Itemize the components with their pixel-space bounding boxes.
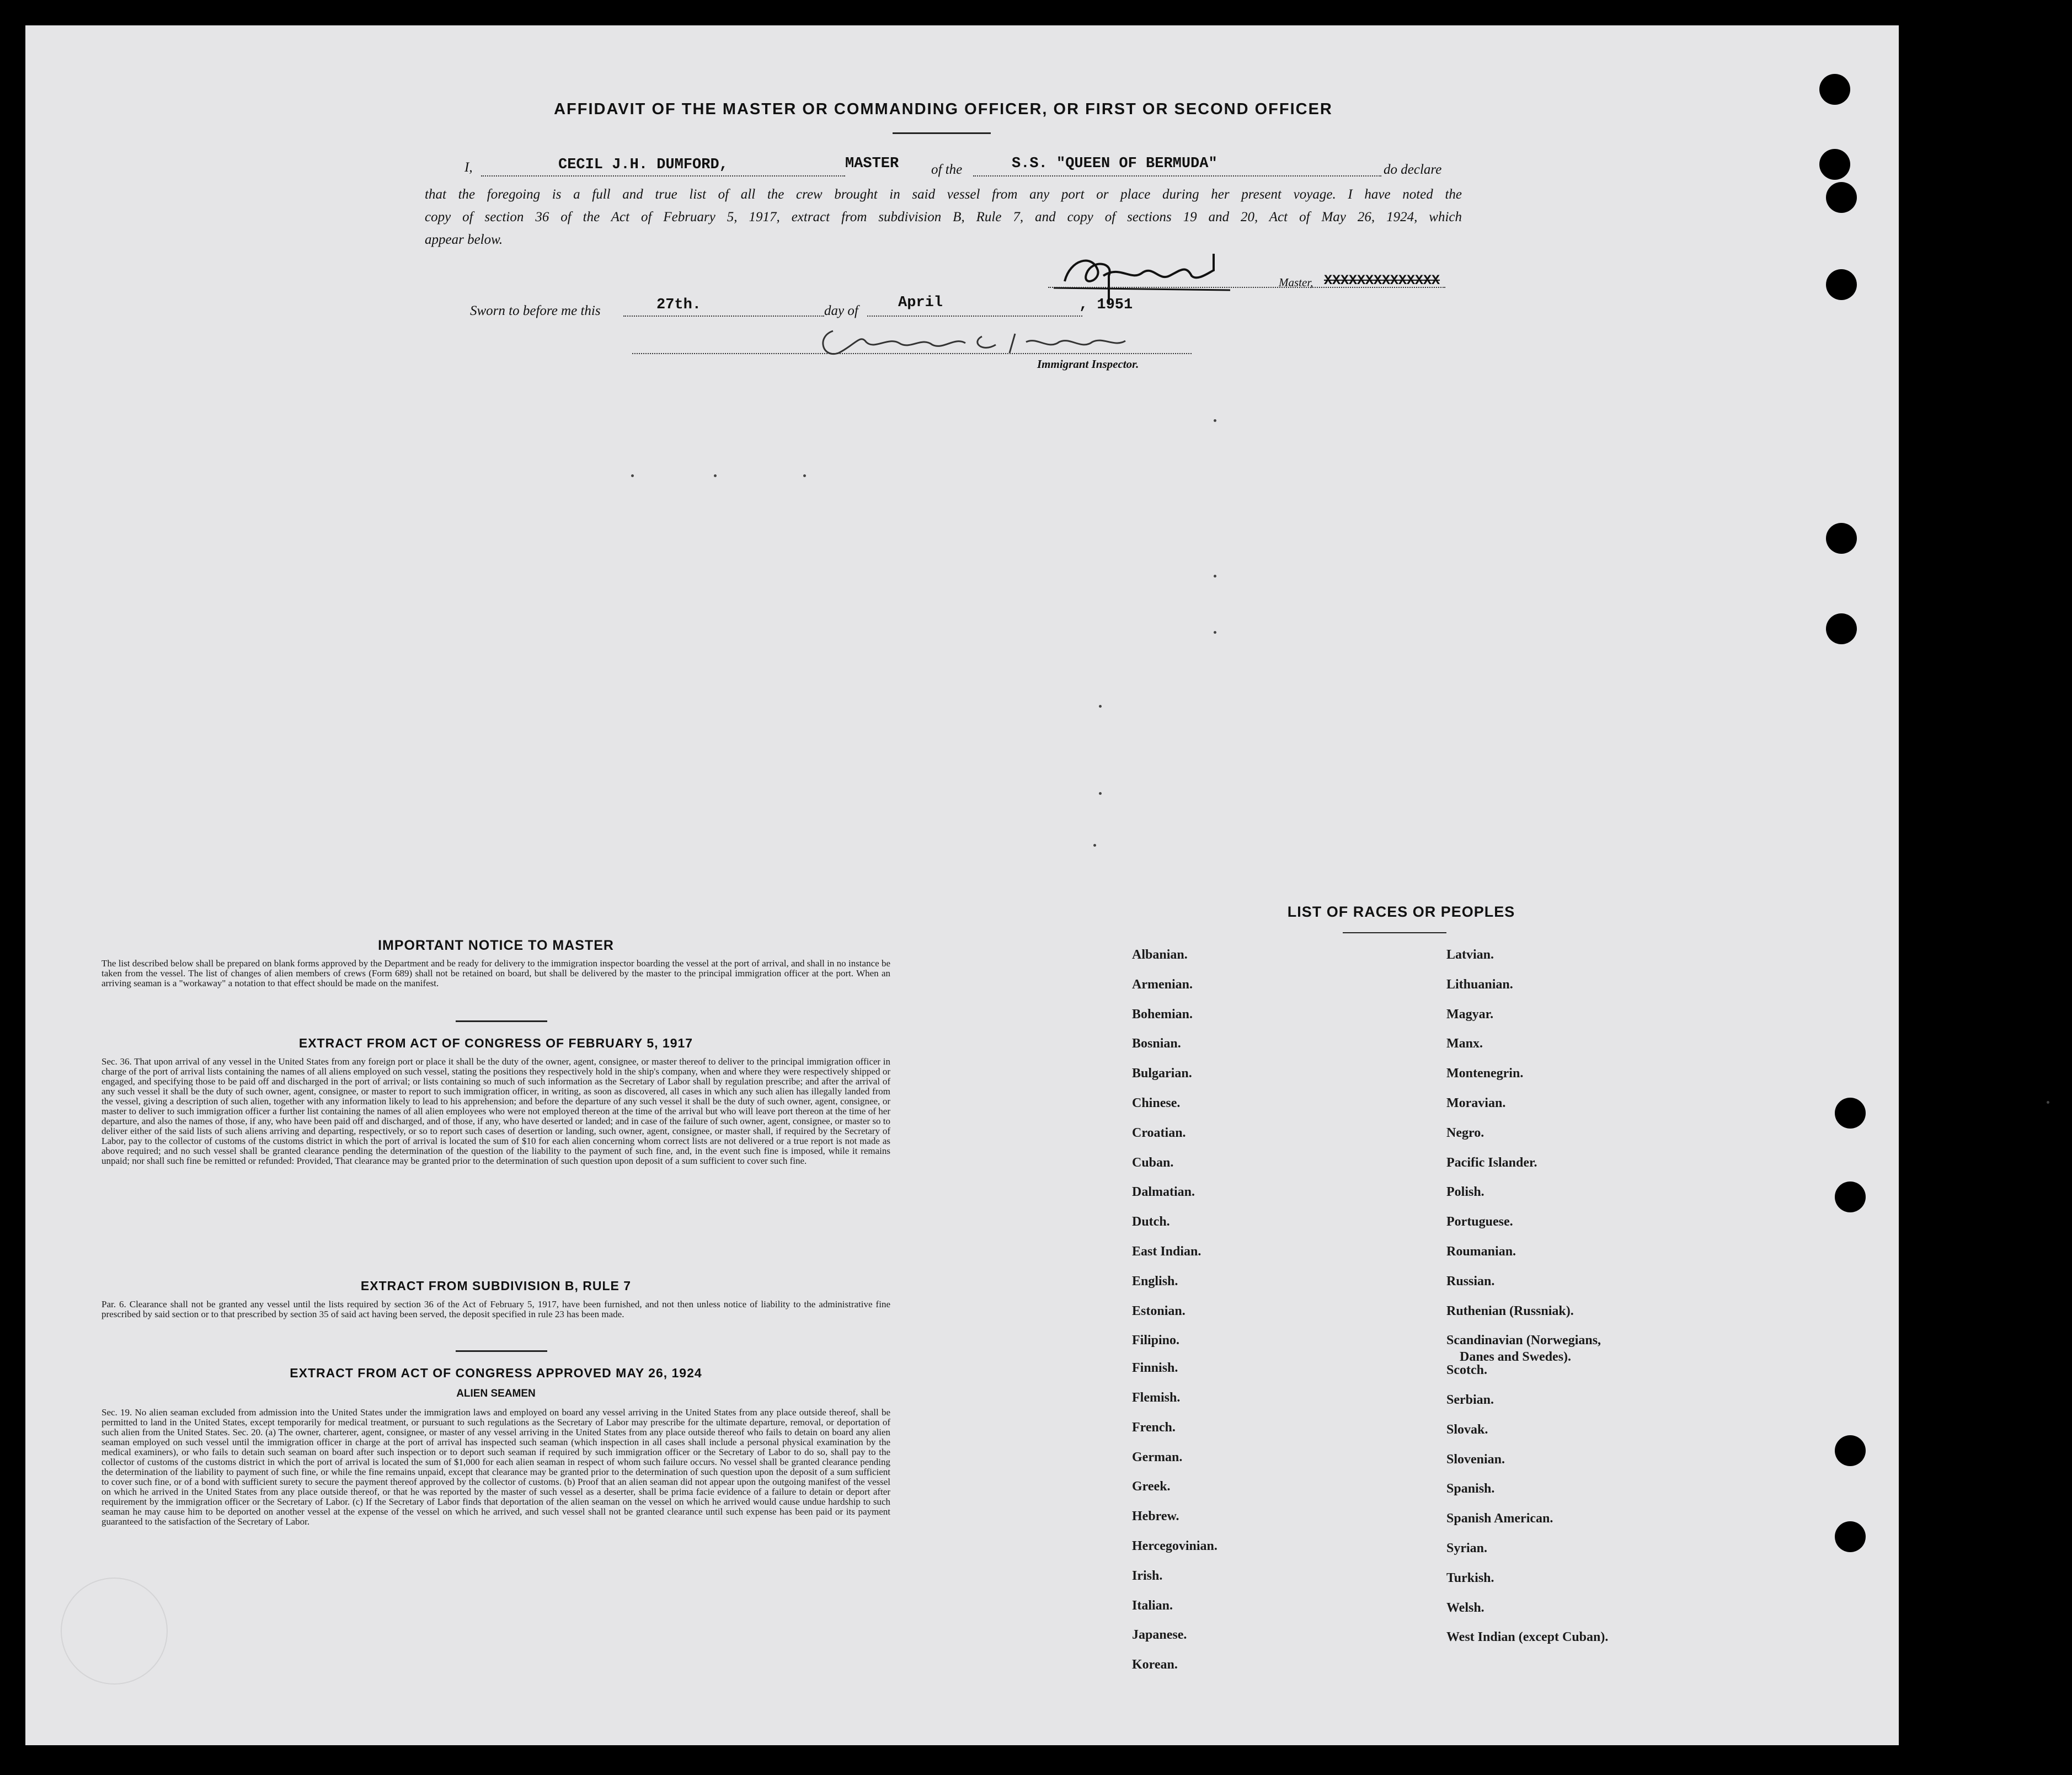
embossed-seal: [61, 1578, 168, 1685]
race-item: Spanish American.: [1446, 1511, 1553, 1526]
of-the-label: of the: [931, 162, 963, 177]
vessel-name: S.S. "QUEEN OF BERMUDA": [1012, 156, 1217, 172]
race-item: East Indian.: [1132, 1244, 1201, 1259]
punch-hole: [1826, 269, 1857, 300]
notice-text: The list described below shall be prepared on blank forms approved by the Department and be ready for delivery to the immigration inspector boarding the vessel at the port of arrival, and shall in no instance be taken from the vessel. The list of changes of alien members of crews (Form 689) shall not be retained on board, but shall be delivered by the master to the principal immigration officer at the port. When an arriving seaman is a "workaway" a notation to that effect should be made on the manifest.: [102, 958, 890, 988]
race-item: Dalmatian.: [1132, 1185, 1195, 1199]
race-item: Finnish.: [1132, 1361, 1178, 1375]
race-item: Hebrew.: [1132, 1509, 1179, 1523]
race-item: Turkish.: [1446, 1571, 1494, 1585]
extract-1924-title: EXTRACT FROM ACT OF CONGRESS APPROVED MAY 26, 1924: [290, 1366, 702, 1380]
extract-1917-text: Sec. 36. That upon arrival of any vessel in the United States from any foreign port or place it shall be the duty of the owner, agent, consignee, or master thereof to deliver to the principal immigration officer in charge of the port of arrival lists containing the names of all aliens employed on such vessel, stating the positions they respectively hold in the ship's company, when and where they were respectively shipped or engaged, and specifying those to be paid off and discharged in the port of arrival; or lists containing so much of such information as the Secretary of Labor shall by regulation prescribe; and after the arrival of any such vessel it shall be the duty of such owner, agent, consignee, or master to report to such immigration officer, in writing, as soon as discovered, all cases in which any such alien has illegally landed from the vessel, giving a description of such alien, together with any information likely to lead to his apprehension; and before the departure of any such vessel it shall be the duty of such owner, agent, consignee, or master to deliver to such immigration officer a further list containing the names of all alien employees who were not employed thereon at the time of the arrival but who will leave port thereon at the time of her departure, and also the names of those, if any, who have been paid off and discharged, and of those, if any, who have deserted or landed; and in case of the failure of such owner, agent, consignee, or master so to deliver either of the said lists of such aliens arriving and departing, respectively, or so to report such cases of desertion or landing, such owner, agent, consignee, or master shall, if required by the Secretary of Labor, pay to the collector of customs of the customs district in which the port of arrival is located the sum of $10 for each alien concerning whom correct lists are not delivered or a true report is not made as above required; and no such vessel shall be granted clearance pending the determination of the question of the liability to the payment of such fine, and, in the event such fine is imposed, while it remains unpaid; nor shall such fine be remitted or refunded: Provided, That clearance may be granted prior to the determination of such question upon deposit of a sum sufficient to cover such fine.: [102, 1056, 890, 1166]
alien-seamen-subtitle: ALIEN SEAMEN: [456, 1388, 536, 1399]
punch-hole: [1835, 1098, 1866, 1129]
race-item: Estonian.: [1132, 1304, 1185, 1318]
races-title: LIST OF RACES OR PEOPLES: [1287, 903, 1515, 920]
race-item: Moravian.: [1446, 1096, 1506, 1110]
race-item: Hercegovinian.: [1132, 1539, 1217, 1553]
sworn-day: 27th.: [656, 297, 702, 313]
rule7-title: EXTRACT FROM SUBDIVISION B, RULE 7: [360, 1279, 632, 1293]
race-item: Manx.: [1446, 1036, 1483, 1051]
inspector-label: Immigrant Inspector.: [1037, 357, 1139, 371]
extract-1917-title: EXTRACT FROM ACT OF CONGRESS OF FEBRUARY 5, 1917: [298, 1036, 693, 1050]
race-item: Bulgarian.: [1132, 1066, 1192, 1081]
punch-hole: [1819, 149, 1850, 180]
race-item: Albanian.: [1132, 948, 1188, 962]
race-item: Japanese.: [1132, 1628, 1187, 1642]
struck-officer-title: XXXXXXXXXXXXXX: [1324, 272, 1440, 288]
race-item: Bosnian.: [1132, 1036, 1181, 1051]
punch-hole: [1819, 74, 1850, 105]
affidavit-title: AFFIDAVIT OF THE MASTER OR COMMANDING OFFICER, OR FIRST OR SECOND OFFICER: [554, 100, 1333, 118]
rank-value: MASTER: [845, 156, 899, 172]
punch-hole: [1826, 523, 1857, 554]
vessel-underline: [973, 175, 1381, 177]
race-item: Bohemian.: [1132, 1007, 1193, 1022]
race-item: Montenegrin.: [1446, 1066, 1524, 1081]
race-item: German.: [1132, 1450, 1183, 1464]
affidavit-text-line2: copy of section 36 of the Act of February 5, 1917, extract from subdivision B, Rule 7, and copy of sections 19 and 20, Act of May 26, 1924, which: [425, 210, 1462, 224]
sworn-year: , 1951: [1079, 297, 1133, 313]
race-item: Russian.: [1446, 1274, 1495, 1289]
race-item: Portuguese.: [1446, 1215, 1513, 1229]
race-item: Syrian.: [1446, 1541, 1488, 1555]
rule7-text: Par. 6. Clearance shall not be granted any vessel until the lists required by section 36 of the Act of February 5, 1917, have been furnished, and not then unless notice of liability to the administrative fine prescribed by said section or to that prescribed by section 35 of said act having been served, the deposit specified in rule 23 has been made.: [102, 1299, 890, 1319]
sworn-label: Sworn to before me this: [470, 303, 601, 318]
affidavit-pronoun: I,: [464, 160, 473, 175]
master-name: CECIL J.H. DUMFORD,: [558, 157, 728, 173]
extract-1924-text: Sec. 19. No alien seaman excluded from admission into the United States under the immigration laws and employed on board any vessel arriving in the United States from any place outside thereof, shall be permitted to land in the United States, except temporarily for medical treatment, or pursuant to such regulations as the Secretary of Labor may prescribe for the ultimate departure, removal, or deportation of such alien from the United States. Sec. 20. (a) The owner, charterer, agent, consignee, or master of any vessel arriving in the United States from any place outside thereof who fails to detain on board any alien seaman employed on such vessel until the immigration officer in charge at the port of arrival has inspected such seaman (which inspection in all cases shall include a personal physical examination by the medical examiners), or who fails to detain such seaman on board after such inspection or to deport such seaman if required by such immigration officer or the Secretary of Labor to do so, shall pay to the collector of customs of the customs district in which the port of arrival is located the sum of $1,000 for each alien seaman in respect of whom such failure occurs. No vessel shall be granted clearance pending the determination of the liability to payment of such fine, or while the fine remains unpaid, except that clearance may be granted prior to the determination of such question upon the deposit of a sum sufficient to cover such fine, or of a bond with sufficient surety to secure the payment thereof approved by the collector of customs. (b) Proof that an alien seaman did not appear upon the outgoing manifest of the vessel on which he arrived in the United States from any place outside thereof, or that he was reported by the master of such vessel as a deserter, shall be prima facie evidence of a failure to detain or deport after requirement by the immigration officer or the Secretary of Labor. (c) If the Secretary of Labor finds that deportation of the alien seaman on the vessel on which he arrived would cause undue hardship to such seaman he may cause him to be deported on another vessel at the expense of the vessel on which he arrived, and such vessel shall not be granted clearance until such expense has been paid or its payment guaranteed to the satisfaction of the Secretary of Labor.: [102, 1407, 890, 1527]
divider: [456, 1020, 547, 1022]
month-underline: [867, 316, 1082, 317]
punch-hole: [1826, 613, 1857, 644]
punch-hole: [1835, 1435, 1866, 1466]
race-item: Spanish.: [1446, 1482, 1495, 1496]
race-item: French.: [1132, 1420, 1176, 1435]
race-item: Scandinavian (Norwegians,: [1446, 1333, 1601, 1348]
race-item: Flemish.: [1132, 1391, 1181, 1405]
race-item: Negro.: [1446, 1126, 1484, 1140]
race-item: Ruthenian (Russniak).: [1446, 1304, 1574, 1318]
race-item: Latvian.: [1446, 948, 1494, 962]
race-item: Danes and Swedes).: [1460, 1350, 1572, 1364]
divider: [456, 1350, 547, 1352]
race-item: Slovak.: [1446, 1423, 1488, 1437]
race-item: Cuban.: [1132, 1156, 1174, 1170]
race-item: Dutch.: [1132, 1215, 1170, 1229]
race-item: West Indian (except Cuban).: [1446, 1630, 1609, 1644]
race-item: Filipino.: [1132, 1333, 1180, 1348]
divider: [893, 132, 991, 134]
race-item: Scotch.: [1446, 1363, 1487, 1377]
race-item: Italian.: [1132, 1598, 1173, 1613]
race-item: Roumanian.: [1446, 1244, 1516, 1259]
race-item: Korean.: [1132, 1658, 1178, 1672]
affidavit-text-line3: appear below.: [425, 232, 503, 247]
race-item: Irish.: [1132, 1569, 1163, 1583]
punch-hole: [1835, 1181, 1866, 1212]
punch-hole: [1835, 1521, 1866, 1552]
race-item: Serbian.: [1446, 1393, 1494, 1407]
race-item: Magyar.: [1446, 1007, 1494, 1022]
punch-hole: [1826, 182, 1857, 213]
race-item: Armenian.: [1132, 977, 1193, 992]
affidavit-text-line1: that the foregoing is a full and true list of all the crew brought in said vessel from any port or place during her present voyage. I have noted the: [425, 187, 1462, 202]
name-underline: [481, 175, 845, 177]
day-underline: [623, 316, 824, 317]
race-item: Polish.: [1446, 1185, 1484, 1199]
race-item: Lithuanian.: [1446, 977, 1513, 992]
race-item: Slovenian.: [1446, 1452, 1505, 1467]
notice-title: IMPORTANT NOTICE TO MASTER: [378, 938, 614, 953]
race-item: Greek.: [1132, 1479, 1171, 1494]
do-declare-label: do declare: [1384, 162, 1442, 177]
day-of-label: day of: [824, 303, 858, 318]
master-label: Master,: [1279, 276, 1313, 289]
inspector-underline: [632, 353, 1192, 354]
sworn-month: April: [898, 295, 943, 311]
race-item: Chinese.: [1132, 1096, 1181, 1110]
divider: [1343, 932, 1446, 933]
race-item: Pacific Islander.: [1446, 1156, 1537, 1170]
race-item: English.: [1132, 1274, 1178, 1289]
race-item: Welsh.: [1446, 1601, 1484, 1615]
race-item: Croatian.: [1132, 1126, 1186, 1140]
